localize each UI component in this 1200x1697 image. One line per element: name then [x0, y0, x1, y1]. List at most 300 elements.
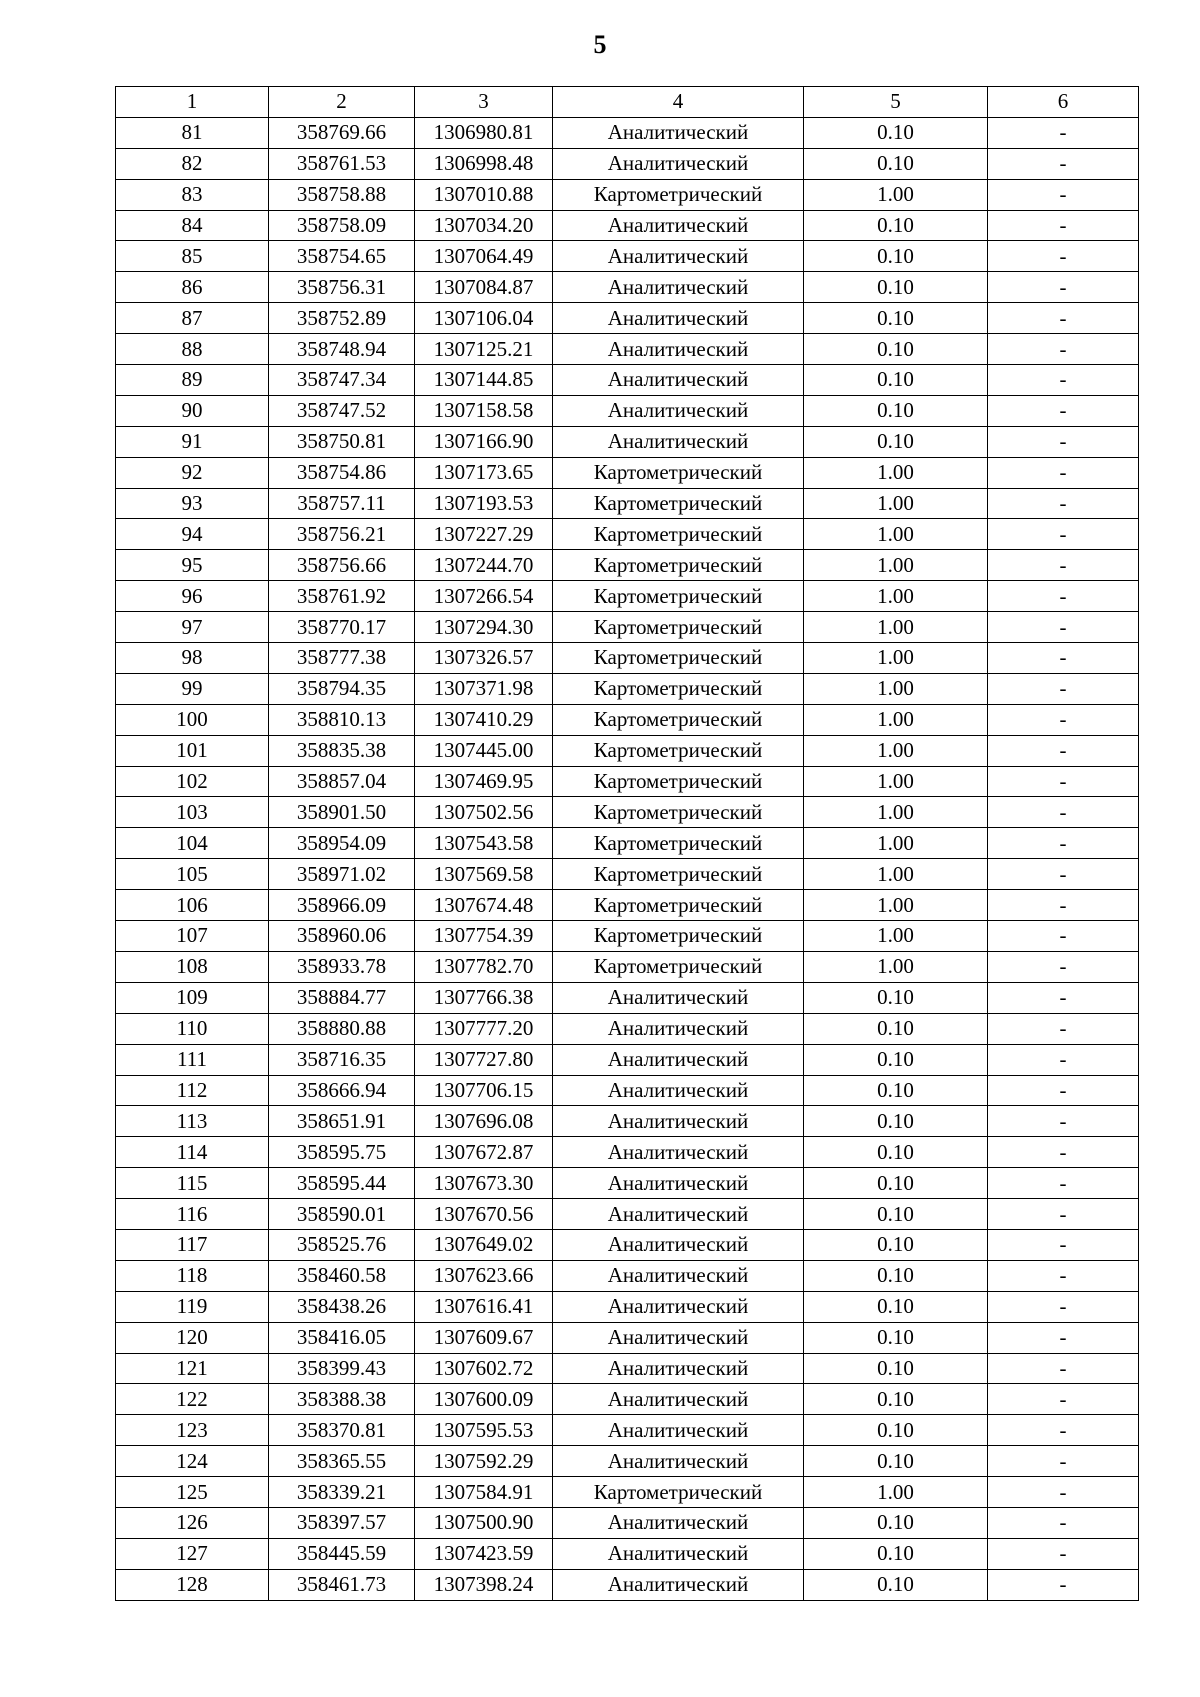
x-coordinate-cell: 358777.38: [269, 643, 415, 674]
method-cell: Картометрический: [553, 797, 804, 828]
method-cell: Картометрический: [553, 859, 804, 890]
point-number-cell: 113: [116, 1106, 269, 1137]
method-cell: Аналитический: [553, 1322, 804, 1353]
y-coordinate-cell: 1307592.29: [415, 1446, 553, 1477]
y-coordinate-cell: 1307294.30: [415, 612, 553, 643]
y-coordinate-cell: 1307670.56: [415, 1199, 553, 1230]
point-number-cell: 107: [116, 921, 269, 952]
description-cell: -: [988, 828, 1139, 859]
table-row: [116, 1446, 1139, 1477]
point-number-cell: 117: [116, 1229, 269, 1260]
accuracy-cell: 1.00: [804, 643, 988, 674]
y-coordinate-cell: 1307445.00: [415, 735, 553, 766]
y-coordinate-cell: 1307600.09: [415, 1384, 553, 1415]
accuracy-cell: 1.00: [804, 828, 988, 859]
table-row: [116, 1353, 1139, 1384]
method-cell: Картометрический: [553, 704, 804, 735]
table-row: [116, 704, 1139, 735]
table-row: [116, 117, 1139, 148]
table-row: [116, 550, 1139, 581]
x-coordinate-cell: 358770.17: [269, 612, 415, 643]
description-cell: -: [988, 334, 1139, 365]
description-cell: -: [988, 643, 1139, 674]
y-coordinate-cell: 1307410.29: [415, 704, 553, 735]
method-cell: Картометрический: [553, 643, 804, 674]
point-number-cell: 108: [116, 951, 269, 982]
header-cell-3: 3: [415, 87, 553, 118]
accuracy-cell: 1.00: [804, 859, 988, 890]
point-number-cell: 96: [116, 581, 269, 612]
x-coordinate-cell: 358835.38: [269, 735, 415, 766]
method-cell: Аналитический: [553, 272, 804, 303]
description-cell: -: [988, 395, 1139, 426]
x-coordinate-cell: 358761.53: [269, 148, 415, 179]
accuracy-cell: 1.00: [804, 612, 988, 643]
y-coordinate-cell: 1307569.58: [415, 859, 553, 890]
table-row: [116, 1199, 1139, 1230]
x-coordinate-cell: 358460.58: [269, 1260, 415, 1291]
description-cell: -: [988, 1477, 1139, 1508]
method-cell: Картометрический: [553, 921, 804, 952]
y-coordinate-cell: 1307125.21: [415, 334, 553, 365]
table-row: [116, 1075, 1139, 1106]
method-cell: Картометрический: [553, 488, 804, 519]
accuracy-cell: 0.10: [804, 117, 988, 148]
x-coordinate-cell: 358880.88: [269, 1013, 415, 1044]
accuracy-cell: 0.10: [804, 1507, 988, 1538]
table-row: [116, 643, 1139, 674]
point-number-cell: 122: [116, 1384, 269, 1415]
y-coordinate-cell: 1307674.48: [415, 890, 553, 921]
point-number-cell: 111: [116, 1044, 269, 1075]
method-cell: Аналитический: [553, 395, 804, 426]
accuracy-cell: 0.10: [804, 982, 988, 1013]
y-coordinate-cell: 1307696.08: [415, 1106, 553, 1137]
point-number-cell: 88: [116, 334, 269, 365]
description-cell: -: [988, 426, 1139, 457]
x-coordinate-cell: 358884.77: [269, 982, 415, 1013]
description-cell: -: [988, 735, 1139, 766]
y-coordinate-cell: 1307616.41: [415, 1291, 553, 1322]
y-coordinate-cell: 1307673.30: [415, 1168, 553, 1199]
point-number-cell: 112: [116, 1075, 269, 1106]
method-cell: Аналитический: [553, 1044, 804, 1075]
description-cell: -: [988, 890, 1139, 921]
description-cell: -: [988, 303, 1139, 334]
description-cell: -: [988, 148, 1139, 179]
accuracy-cell: 0.10: [804, 1229, 988, 1260]
accuracy-cell: 1.00: [804, 766, 988, 797]
accuracy-cell: 0.10: [804, 1384, 988, 1415]
y-coordinate-cell: 1307500.90: [415, 1507, 553, 1538]
point-number-cell: 128: [116, 1569, 269, 1600]
y-coordinate-cell: 1307371.98: [415, 673, 553, 704]
method-cell: Картометрический: [553, 581, 804, 612]
accuracy-cell: 1.00: [804, 890, 988, 921]
accuracy-cell: 0.10: [804, 1075, 988, 1106]
description-cell: -: [988, 1415, 1139, 1446]
x-coordinate-cell: 358960.06: [269, 921, 415, 952]
table-row: [116, 673, 1139, 704]
point-number-cell: 92: [116, 457, 269, 488]
description-cell: -: [988, 1569, 1139, 1600]
table-row: [116, 581, 1139, 612]
description-cell: -: [988, 117, 1139, 148]
x-coordinate-cell: 358756.31: [269, 272, 415, 303]
table-row: [116, 1569, 1139, 1600]
accuracy-cell: 0.10: [804, 210, 988, 241]
y-coordinate-cell: 1307244.70: [415, 550, 553, 581]
table-row: [116, 1137, 1139, 1168]
accuracy-cell: 1.00: [804, 704, 988, 735]
description-cell: -: [988, 457, 1139, 488]
y-coordinate-cell: 1307398.24: [415, 1569, 553, 1600]
description-cell: -: [988, 550, 1139, 581]
point-number-cell: 125: [116, 1477, 269, 1508]
description-cell: -: [988, 365, 1139, 396]
x-coordinate-cell: 358758.88: [269, 179, 415, 210]
description-cell: -: [988, 1291, 1139, 1322]
description-cell: -: [988, 241, 1139, 272]
method-cell: Аналитический: [553, 1106, 804, 1137]
accuracy-cell: 0.10: [804, 1291, 988, 1322]
description-cell: -: [988, 704, 1139, 735]
table-row: [116, 1044, 1139, 1075]
x-coordinate-cell: 358365.55: [269, 1446, 415, 1477]
description-cell: -: [988, 951, 1139, 982]
method-cell: Аналитический: [553, 1137, 804, 1168]
table-row: [116, 828, 1139, 859]
table-row: [116, 1538, 1139, 1569]
point-number-cell: 91: [116, 426, 269, 457]
method-cell: Аналитический: [553, 982, 804, 1013]
table-header-row: [116, 87, 1139, 118]
method-cell: Картометрический: [553, 519, 804, 550]
y-coordinate-cell: 1307782.70: [415, 951, 553, 982]
table-row: [116, 179, 1139, 210]
method-cell: Аналитический: [553, 426, 804, 457]
table-row: [116, 1013, 1139, 1044]
description-cell: -: [988, 673, 1139, 704]
x-coordinate-cell: 358339.21: [269, 1477, 415, 1508]
description-cell: -: [988, 1013, 1139, 1044]
table-row: [116, 1384, 1139, 1415]
point-number-cell: 127: [116, 1538, 269, 1569]
table-row: [116, 303, 1139, 334]
accuracy-cell: 0.10: [804, 1569, 988, 1600]
description-cell: -: [988, 1106, 1139, 1137]
table-row: [116, 519, 1139, 550]
y-coordinate-cell: 1306998.48: [415, 148, 553, 179]
description-cell: -: [988, 488, 1139, 519]
table-row: [116, 797, 1139, 828]
x-coordinate-cell: 358666.94: [269, 1075, 415, 1106]
method-cell: Аналитический: [553, 303, 804, 334]
y-coordinate-cell: 1307609.67: [415, 1322, 553, 1353]
description-cell: -: [988, 1168, 1139, 1199]
x-coordinate-cell: 358794.35: [269, 673, 415, 704]
point-number-cell: 86: [116, 272, 269, 303]
x-coordinate-cell: 358761.92: [269, 581, 415, 612]
accuracy-cell: 0.10: [804, 1168, 988, 1199]
method-cell: Аналитический: [553, 1538, 804, 1569]
description-cell: -: [988, 797, 1139, 828]
method-cell: Аналитический: [553, 334, 804, 365]
table-row: [116, 1477, 1139, 1508]
point-number-cell: 83: [116, 179, 269, 210]
accuracy-cell: 0.10: [804, 1044, 988, 1075]
point-number-cell: 120: [116, 1322, 269, 1353]
y-coordinate-cell: 1307173.65: [415, 457, 553, 488]
table-row: [116, 735, 1139, 766]
point-number-cell: 123: [116, 1415, 269, 1446]
header-cell-4: 4: [553, 87, 804, 118]
description-cell: -: [988, 519, 1139, 550]
y-coordinate-cell: 1307754.39: [415, 921, 553, 952]
point-number-cell: 118: [116, 1260, 269, 1291]
accuracy-cell: 0.10: [804, 303, 988, 334]
y-coordinate-cell: 1306980.81: [415, 117, 553, 148]
point-number-cell: 82: [116, 148, 269, 179]
table-row: [116, 241, 1139, 272]
method-cell: Картометрический: [553, 766, 804, 797]
y-coordinate-cell: 1307672.87: [415, 1137, 553, 1168]
accuracy-cell: 1.00: [804, 1477, 988, 1508]
x-coordinate-cell: 358758.09: [269, 210, 415, 241]
coordinates-table: [115, 86, 1139, 1601]
x-coordinate-cell: 358525.76: [269, 1229, 415, 1260]
point-number-cell: 103: [116, 797, 269, 828]
table-row: [116, 982, 1139, 1013]
header-cell-2: 2: [269, 87, 415, 118]
point-number-cell: 106: [116, 890, 269, 921]
table-row: [116, 488, 1139, 519]
accuracy-cell: 0.10: [804, 365, 988, 396]
description-cell: -: [988, 1384, 1139, 1415]
table-row: [116, 951, 1139, 982]
method-cell: Аналитический: [553, 1569, 804, 1600]
point-number-cell: 98: [116, 643, 269, 674]
description-cell: -: [988, 1075, 1139, 1106]
y-coordinate-cell: 1307064.49: [415, 241, 553, 272]
point-number-cell: 114: [116, 1137, 269, 1168]
method-cell: Аналитический: [553, 117, 804, 148]
method-cell: Аналитический: [553, 241, 804, 272]
y-coordinate-cell: 1307144.85: [415, 365, 553, 396]
description-cell: -: [988, 272, 1139, 303]
x-coordinate-cell: 358651.91: [269, 1106, 415, 1137]
method-cell: Аналитический: [553, 1291, 804, 1322]
method-cell: Аналитический: [553, 148, 804, 179]
point-number-cell: 119: [116, 1291, 269, 1322]
accuracy-cell: 1.00: [804, 488, 988, 519]
description-cell: -: [988, 1446, 1139, 1477]
table-row: [116, 766, 1139, 797]
x-coordinate-cell: 358954.09: [269, 828, 415, 859]
accuracy-cell: 0.10: [804, 426, 988, 457]
method-cell: Аналитический: [553, 1507, 804, 1538]
x-coordinate-cell: 358933.78: [269, 951, 415, 982]
accuracy-cell: 0.10: [804, 148, 988, 179]
point-number-cell: 124: [116, 1446, 269, 1477]
table-row: [116, 395, 1139, 426]
x-coordinate-cell: 358754.86: [269, 457, 415, 488]
accuracy-cell: 0.10: [804, 1446, 988, 1477]
table-row: [116, 1260, 1139, 1291]
y-coordinate-cell: 1307595.53: [415, 1415, 553, 1446]
x-coordinate-cell: 358747.34: [269, 365, 415, 396]
method-cell: Картометрический: [553, 550, 804, 581]
point-number-cell: 95: [116, 550, 269, 581]
x-coordinate-cell: 358757.11: [269, 488, 415, 519]
y-coordinate-cell: 1307227.29: [415, 519, 553, 550]
x-coordinate-cell: 358756.21: [269, 519, 415, 550]
point-number-cell: 85: [116, 241, 269, 272]
table-row: [116, 272, 1139, 303]
x-coordinate-cell: 358388.38: [269, 1384, 415, 1415]
method-cell: Аналитический: [553, 1260, 804, 1291]
y-coordinate-cell: 1307543.58: [415, 828, 553, 859]
point-number-cell: 84: [116, 210, 269, 241]
point-number-cell: 104: [116, 828, 269, 859]
description-cell: -: [988, 1538, 1139, 1569]
x-coordinate-cell: 358416.05: [269, 1322, 415, 1353]
y-coordinate-cell: 1307106.04: [415, 303, 553, 334]
y-coordinate-cell: 1307166.90: [415, 426, 553, 457]
accuracy-cell: 1.00: [804, 519, 988, 550]
method-cell: Аналитический: [553, 1446, 804, 1477]
description-cell: -: [988, 1507, 1139, 1538]
accuracy-cell: 1.00: [804, 951, 988, 982]
y-coordinate-cell: 1307010.88: [415, 179, 553, 210]
table-row: [116, 921, 1139, 952]
point-number-cell: 110: [116, 1013, 269, 1044]
method-cell: Картометрический: [553, 1477, 804, 1508]
accuracy-cell: 0.10: [804, 241, 988, 272]
accuracy-cell: 0.10: [804, 1106, 988, 1137]
method-cell: Аналитический: [553, 1199, 804, 1230]
method-cell: Аналитический: [553, 1415, 804, 1446]
x-coordinate-cell: 358901.50: [269, 797, 415, 828]
accuracy-cell: 0.10: [804, 1013, 988, 1044]
accuracy-cell: 1.00: [804, 921, 988, 952]
x-coordinate-cell: 358399.43: [269, 1353, 415, 1384]
accuracy-cell: 0.10: [804, 1137, 988, 1168]
method-cell: Картометрический: [553, 457, 804, 488]
point-number-cell: 81: [116, 117, 269, 148]
description-cell: -: [988, 859, 1139, 890]
y-coordinate-cell: 1307602.72: [415, 1353, 553, 1384]
header-cell-1: 1: [116, 87, 269, 118]
description-cell: -: [988, 581, 1139, 612]
table-row: [116, 1106, 1139, 1137]
x-coordinate-cell: 358590.01: [269, 1199, 415, 1230]
table-row: [116, 426, 1139, 457]
x-coordinate-cell: 358595.44: [269, 1168, 415, 1199]
x-coordinate-cell: 358857.04: [269, 766, 415, 797]
description-cell: -: [988, 766, 1139, 797]
point-number-cell: 126: [116, 1507, 269, 1538]
table-row: [116, 1415, 1139, 1446]
point-number-cell: 87: [116, 303, 269, 334]
point-number-cell: 102: [116, 766, 269, 797]
table-row: [116, 1229, 1139, 1260]
table-row: [116, 1507, 1139, 1538]
accuracy-cell: 1.00: [804, 797, 988, 828]
accuracy-cell: 1.00: [804, 735, 988, 766]
method-cell: Картометрический: [553, 951, 804, 982]
description-cell: -: [988, 1137, 1139, 1168]
description-cell: -: [988, 1229, 1139, 1260]
point-number-cell: 115: [116, 1168, 269, 1199]
y-coordinate-cell: 1307158.58: [415, 395, 553, 426]
y-coordinate-cell: 1307502.56: [415, 797, 553, 828]
description-cell: -: [988, 1322, 1139, 1353]
page-number: 5: [593, 30, 607, 59]
method-cell: Картометрический: [553, 179, 804, 210]
y-coordinate-cell: 1307777.20: [415, 1013, 553, 1044]
x-coordinate-cell: 358752.89: [269, 303, 415, 334]
method-cell: Картометрический: [553, 890, 804, 921]
y-coordinate-cell: 1307084.87: [415, 272, 553, 303]
method-cell: Аналитический: [553, 1168, 804, 1199]
y-coordinate-cell: 1307727.80: [415, 1044, 553, 1075]
description-cell: -: [988, 612, 1139, 643]
x-coordinate-cell: 358750.81: [269, 426, 415, 457]
accuracy-cell: 0.10: [804, 1415, 988, 1446]
accuracy-cell: 0.10: [804, 1260, 988, 1291]
point-number-cell: 89: [116, 365, 269, 396]
method-cell: Аналитический: [553, 1075, 804, 1106]
y-coordinate-cell: 1307623.66: [415, 1260, 553, 1291]
accuracy-cell: 0.10: [804, 395, 988, 426]
method-cell: Аналитический: [553, 1013, 804, 1044]
description-cell: -: [988, 210, 1139, 241]
y-coordinate-cell: 1307766.38: [415, 982, 553, 1013]
x-coordinate-cell: 358966.09: [269, 890, 415, 921]
y-coordinate-cell: 1307649.02: [415, 1229, 553, 1260]
x-coordinate-cell: 358971.02: [269, 859, 415, 890]
method-cell: Аналитический: [553, 1229, 804, 1260]
method-cell: Аналитический: [553, 1353, 804, 1384]
method-cell: Картометрический: [553, 612, 804, 643]
table-row: [116, 890, 1139, 921]
point-number-cell: 97: [116, 612, 269, 643]
description-cell: -: [988, 921, 1139, 952]
x-coordinate-cell: 358747.52: [269, 395, 415, 426]
x-coordinate-cell: 358370.81: [269, 1415, 415, 1446]
description-cell: -: [988, 1199, 1139, 1230]
table-row: [116, 1322, 1139, 1353]
point-number-cell: 101: [116, 735, 269, 766]
header-cell-5: 5: [804, 87, 988, 118]
point-number-cell: 105: [116, 859, 269, 890]
point-number-cell: 100: [116, 704, 269, 735]
y-coordinate-cell: 1307706.15: [415, 1075, 553, 1106]
point-number-cell: 94: [116, 519, 269, 550]
x-coordinate-cell: 358756.66: [269, 550, 415, 581]
table-row: [116, 612, 1139, 643]
method-cell: Аналитический: [553, 210, 804, 241]
accuracy-cell: 1.00: [804, 581, 988, 612]
table-row: [116, 365, 1139, 396]
table-row: [116, 148, 1139, 179]
method-cell: Картометрический: [553, 735, 804, 766]
point-number-cell: 121: [116, 1353, 269, 1384]
x-coordinate-cell: 358754.65: [269, 241, 415, 272]
accuracy-cell: 0.10: [804, 272, 988, 303]
x-coordinate-cell: 358769.66: [269, 117, 415, 148]
